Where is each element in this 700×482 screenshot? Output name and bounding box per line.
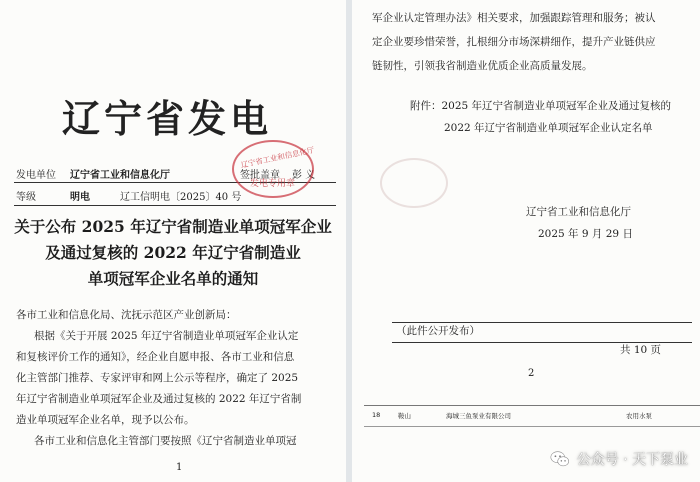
stamp-text-bottom: 发电专用章: [250, 179, 296, 189]
official-stamp: [232, 140, 314, 198]
body-line: 年辽宁省制造业单项冠军企业及通过复核的 2022 年辽宁省制: [16, 393, 302, 405]
signature-date: 2025 年 9 月 29 日: [538, 228, 633, 240]
body-line: 定企业要珍惜荣誉，扎根细分市场深耕细作，提升产业链供应: [372, 36, 656, 48]
body-line: 各市工业和信息化主管部门要按照《辽宁省制造业单项冠: [34, 435, 297, 447]
body-line: 和复核评价工作的通知》，经企业自愿申报、各市工业和信息: [16, 351, 295, 363]
addressee: 各市工业和信息化局、沈抚示范区产业创新局：: [16, 309, 237, 321]
issuer-value: 彭 义: [292, 170, 316, 181]
signature-organization: 辽宁省工业和信息化厅: [526, 206, 631, 218]
body-line: 化主管部门推荐、专家评审和网上公示等程序，确定了 2025: [16, 372, 299, 384]
grade-label: 等级: [16, 192, 36, 203]
page-total: 共 10 页: [620, 344, 662, 356]
table-cell-index: 18: [372, 411, 381, 419]
table-cell-product: 农用水泵: [626, 412, 652, 420]
table-cell-city: 鞍山: [398, 412, 411, 420]
notice-title-line-3: 单项冠军企业名单的通知: [87, 269, 259, 288]
company-table-row: [364, 405, 700, 427]
attachment-line-2: 2022 年辽宁省制造业单项冠军企业认定名单: [444, 122, 653, 134]
faint-stamp-mark: [380, 158, 448, 208]
notice-title-line-2: 及通过复核的 2022 年辽宁省制造业: [45, 243, 301, 262]
right-page: [352, 0, 700, 482]
body-line: 根据《关于开展 2025 年辽宁省制造业单项冠军企业认定: [34, 330, 299, 342]
wechat-icon: [549, 448, 571, 470]
public-release-note: （此件公开发布）: [396, 325, 480, 337]
sender-label: 发电单位: [16, 170, 56, 181]
stamp-text-top: 辽宁省工业和信息化厅: [239, 145, 316, 170]
page-number-right: 2: [528, 368, 535, 379]
notice-title-line-1: 关于公布 2025 年辽宁省制造业单项冠军企业: [14, 217, 332, 236]
document-heading: 辽宁省发电: [62, 96, 273, 141]
wechat-watermark: [549, 448, 688, 470]
issuer-label: 签批盖章: [240, 170, 280, 181]
watermark-text: 公众号 · 天下泵业: [576, 452, 688, 468]
document-number: 辽工信明电〔2025〕40 号: [120, 192, 242, 203]
grade-value: 明电: [70, 192, 90, 203]
attachment-line-1: 附件：2025 年辽宁省制造业单项冠军企业及通过复核的: [410, 100, 672, 112]
body-line: 链韧性，引领我省制造业优质企业高质量发展。: [372, 60, 593, 72]
sender-value: 辽宁省工业和信息化厅: [70, 170, 170, 181]
body-line: 军企业认定管理办法》相关要求，加强跟踪管理和服务；被认: [372, 12, 656, 24]
header-divider-2: [14, 205, 336, 206]
table-cell-company: 海城三鱼泵业有限公司: [446, 412, 511, 420]
page-number-left: 1: [176, 462, 183, 473]
body-line: 造业单项冠军企业名单，现予以公布。: [16, 414, 195, 426]
left-page: [0, 0, 346, 482]
